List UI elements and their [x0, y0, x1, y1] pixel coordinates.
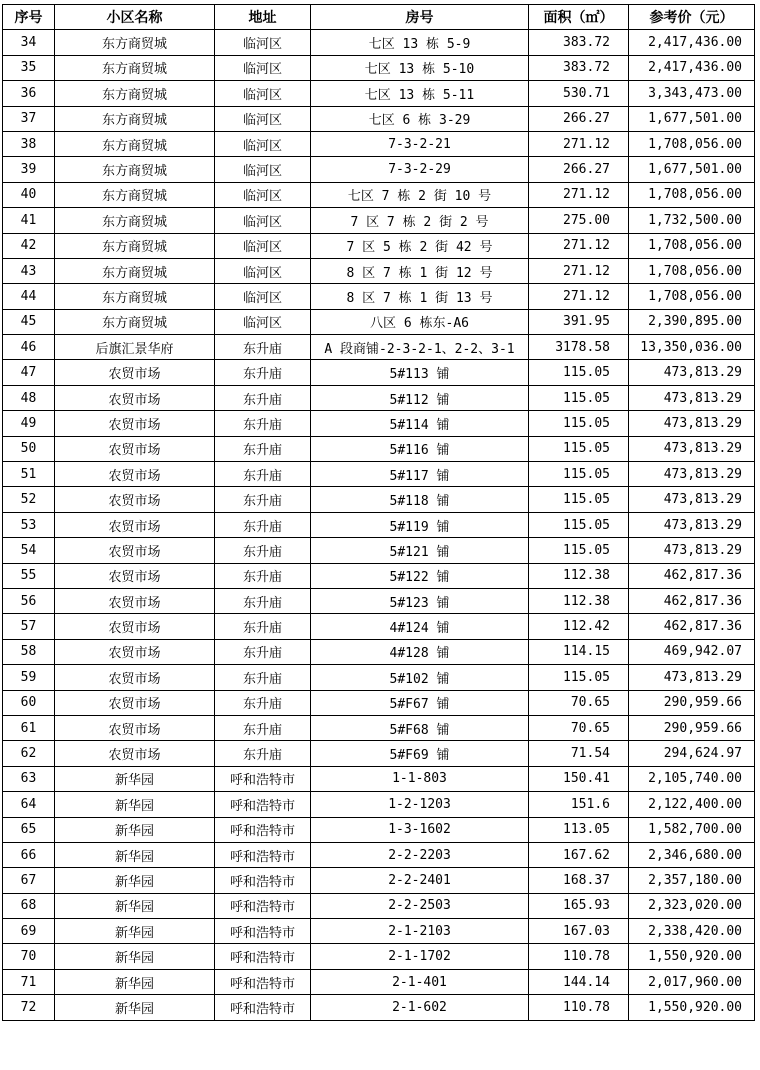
community-name: 东方商贸城 — [55, 81, 215, 106]
row-index: 57 — [3, 614, 55, 639]
area-value: 114.15 — [529, 639, 629, 664]
area-value: 167.03 — [529, 919, 629, 944]
room-number: 5#113 铺 — [311, 360, 529, 385]
community-name: 新华园 — [55, 868, 215, 893]
community-name: 新华园 — [55, 944, 215, 969]
property-table — [2, 4, 755, 1021]
row-index: 50 — [3, 436, 55, 461]
area-value: 115.05 — [529, 462, 629, 487]
room-number: 7-3-2-21 — [311, 131, 529, 156]
table-row — [3, 690, 755, 715]
address: 东升庙 — [215, 588, 311, 613]
reference-price: 1,550,920.00 — [629, 944, 755, 969]
address: 东升庙 — [215, 411, 311, 436]
row-index: 39 — [3, 157, 55, 182]
community-name: 东方商贸城 — [55, 30, 215, 55]
area-value: 271.12 — [529, 258, 629, 283]
row-index: 40 — [3, 182, 55, 207]
row-index: 47 — [3, 360, 55, 385]
room-number: 七区 13 栋 5-11 — [311, 81, 529, 106]
area-value: 168.37 — [529, 868, 629, 893]
row-index: 62 — [3, 741, 55, 766]
community-name: 新华园 — [55, 842, 215, 867]
room-number: 8 区 7 栋 1 街 13 号 — [311, 284, 529, 309]
address: 呼和浩特市 — [215, 868, 311, 893]
reference-price: 3,343,473.00 — [629, 81, 755, 106]
community-name: 农贸市场 — [55, 614, 215, 639]
room-number: 5#116 铺 — [311, 436, 529, 461]
reference-price: 462,817.36 — [629, 563, 755, 588]
community-name: 农贸市场 — [55, 512, 215, 537]
table-row — [3, 665, 755, 690]
table-row — [3, 335, 755, 360]
reference-price: 2,323,020.00 — [629, 893, 755, 918]
row-index: 42 — [3, 233, 55, 258]
area-value: 115.05 — [529, 411, 629, 436]
address: 东升庙 — [215, 665, 311, 690]
area-value: 275.00 — [529, 208, 629, 233]
address: 东升庙 — [215, 385, 311, 410]
address: 呼和浩特市 — [215, 893, 311, 918]
reference-price: 2,417,436.00 — [629, 30, 755, 55]
area-value: 3178.58 — [529, 335, 629, 360]
address: 东升庙 — [215, 614, 311, 639]
table-row — [3, 131, 755, 156]
room-number: 5#119 铺 — [311, 512, 529, 537]
table-row — [3, 284, 755, 309]
address: 临河区 — [215, 233, 311, 258]
table-body — [3, 30, 755, 1020]
reference-price: 2,338,420.00 — [629, 919, 755, 944]
row-index: 44 — [3, 284, 55, 309]
table-row — [3, 614, 755, 639]
area-value: 150.41 — [529, 766, 629, 791]
reference-price: 2,105,740.00 — [629, 766, 755, 791]
row-index: 58 — [3, 639, 55, 664]
reference-price: 290,959.66 — [629, 690, 755, 715]
area-value: 70.65 — [529, 690, 629, 715]
row-index: 53 — [3, 512, 55, 537]
room-number: 5#114 铺 — [311, 411, 529, 436]
address: 东升庙 — [215, 563, 311, 588]
address: 临河区 — [215, 258, 311, 283]
address: 东升庙 — [215, 741, 311, 766]
area-value: 167.62 — [529, 842, 629, 867]
table-row — [3, 538, 755, 563]
room-number: 七区 7 栋 2 街 10 号 — [311, 182, 529, 207]
table-row — [3, 893, 755, 918]
room-number: 5#112 铺 — [311, 385, 529, 410]
room-number: 8 区 7 栋 1 街 12 号 — [311, 258, 529, 283]
area-value: 70.65 — [529, 715, 629, 740]
row-index: 52 — [3, 487, 55, 512]
row-index: 64 — [3, 792, 55, 817]
reference-price: 1,708,056.00 — [629, 284, 755, 309]
room-number: 5#118 铺 — [311, 487, 529, 512]
area-value: 391.95 — [529, 309, 629, 334]
row-index: 70 — [3, 944, 55, 969]
room-number: 2-2-2401 — [311, 868, 529, 893]
room-number: 2-2-2503 — [311, 893, 529, 918]
table-row — [3, 385, 755, 410]
room-number: 4#128 铺 — [311, 639, 529, 664]
community-name: 东方商贸城 — [55, 106, 215, 131]
row-index: 69 — [3, 919, 55, 944]
area-value: 271.12 — [529, 284, 629, 309]
row-index: 71 — [3, 969, 55, 994]
reference-price: 473,813.29 — [629, 360, 755, 385]
room-number: 2-2-2203 — [311, 842, 529, 867]
room-number: 2-1-401 — [311, 969, 529, 994]
row-index: 54 — [3, 538, 55, 563]
address: 东升庙 — [215, 462, 311, 487]
reference-price: 294,624.97 — [629, 741, 755, 766]
area-value: 165.93 — [529, 893, 629, 918]
row-index: 68 — [3, 893, 55, 918]
community-name: 新华园 — [55, 995, 215, 1020]
room-number: 5#121 铺 — [311, 538, 529, 563]
row-index: 60 — [3, 690, 55, 715]
row-index: 59 — [3, 665, 55, 690]
address: 东升庙 — [215, 360, 311, 385]
room-number: 7 区 5 栋 2 街 42 号 — [311, 233, 529, 258]
table-row — [3, 817, 755, 842]
table-row — [3, 995, 755, 1020]
address: 呼和浩特市 — [215, 842, 311, 867]
address: 东升庙 — [215, 487, 311, 512]
area-value: 271.12 — [529, 182, 629, 207]
area-value: 383.72 — [529, 30, 629, 55]
row-index: 41 — [3, 208, 55, 233]
room-number: 5#117 铺 — [311, 462, 529, 487]
table-row — [3, 741, 755, 766]
table-row — [3, 106, 755, 131]
table-row — [3, 588, 755, 613]
address: 呼和浩特市 — [215, 792, 311, 817]
header-row — [3, 5, 755, 30]
address: 东升庙 — [215, 538, 311, 563]
community-name: 东方商贸城 — [55, 157, 215, 182]
room-number: 5#F68 铺 — [311, 715, 529, 740]
address: 呼和浩特市 — [215, 944, 311, 969]
header-community: 小区名称 — [55, 5, 215, 30]
table-row — [3, 944, 755, 969]
room-number: 7 区 7 栋 2 街 2 号 — [311, 208, 529, 233]
row-index: 34 — [3, 30, 55, 55]
header-area: 面积（㎡） — [529, 5, 629, 30]
reference-price: 1,708,056.00 — [629, 131, 755, 156]
reference-price: 1,550,920.00 — [629, 995, 755, 1020]
community-name: 新华园 — [55, 919, 215, 944]
area-value: 530.71 — [529, 81, 629, 106]
reference-price: 473,813.29 — [629, 512, 755, 537]
community-name: 农贸市场 — [55, 639, 215, 664]
table-row — [3, 639, 755, 664]
room-number: 2-1-1702 — [311, 944, 529, 969]
address: 临河区 — [215, 131, 311, 156]
community-name: 东方商贸城 — [55, 233, 215, 258]
row-index: 46 — [3, 335, 55, 360]
address: 临河区 — [215, 182, 311, 207]
room-number: 七区 13 栋 5-9 — [311, 30, 529, 55]
area-value: 112.38 — [529, 588, 629, 613]
table-row — [3, 715, 755, 740]
community-name: 新华园 — [55, 817, 215, 842]
address: 东升庙 — [215, 690, 311, 715]
address: 东升庙 — [215, 335, 311, 360]
row-index: 61 — [3, 715, 55, 740]
area-value: 383.72 — [529, 55, 629, 80]
community-name: 农贸市场 — [55, 462, 215, 487]
row-index: 49 — [3, 411, 55, 436]
row-index: 72 — [3, 995, 55, 1020]
address: 临河区 — [215, 309, 311, 334]
address: 呼和浩特市 — [215, 817, 311, 842]
reference-price: 13,350,036.00 — [629, 335, 755, 360]
community-name: 农贸市场 — [55, 690, 215, 715]
address: 东升庙 — [215, 512, 311, 537]
community-name: 新华园 — [55, 766, 215, 791]
room-number: 4#124 铺 — [311, 614, 529, 639]
table-row — [3, 157, 755, 182]
area-value: 144.14 — [529, 969, 629, 994]
table-row — [3, 233, 755, 258]
table-row — [3, 258, 755, 283]
row-index: 43 — [3, 258, 55, 283]
area-value: 115.05 — [529, 436, 629, 461]
table-row — [3, 360, 755, 385]
address: 东升庙 — [215, 436, 311, 461]
area-value: 115.05 — [529, 487, 629, 512]
header-idx: 序号 — [3, 5, 55, 30]
table-row — [3, 411, 755, 436]
reference-price: 1,708,056.00 — [629, 233, 755, 258]
table-header — [3, 5, 755, 30]
community-name: 东方商贸城 — [55, 284, 215, 309]
reference-price: 462,817.36 — [629, 614, 755, 639]
community-name: 农贸市场 — [55, 385, 215, 410]
area-value: 113.05 — [529, 817, 629, 842]
room-number: 2-1-602 — [311, 995, 529, 1020]
area-value: 115.05 — [529, 512, 629, 537]
area-value: 115.05 — [529, 665, 629, 690]
room-number: 1-1-803 — [311, 766, 529, 791]
reference-price: 462,817.36 — [629, 588, 755, 613]
table-row — [3, 436, 755, 461]
reference-price: 473,813.29 — [629, 436, 755, 461]
reference-price: 469,942.07 — [629, 639, 755, 664]
community-name: 东方商贸城 — [55, 309, 215, 334]
community-name: 农贸市场 — [55, 563, 215, 588]
row-index: 45 — [3, 309, 55, 334]
community-name: 新华园 — [55, 969, 215, 994]
row-index: 65 — [3, 817, 55, 842]
table-row — [3, 969, 755, 994]
table-row — [3, 309, 755, 334]
header-price: 参考价（元） — [629, 5, 755, 30]
reference-price: 473,813.29 — [629, 487, 755, 512]
table-row — [3, 868, 755, 893]
table-row — [3, 55, 755, 80]
area-value: 266.27 — [529, 106, 629, 131]
community-name: 东方商贸城 — [55, 258, 215, 283]
address: 临河区 — [215, 30, 311, 55]
room-number: 1-3-1602 — [311, 817, 529, 842]
area-value: 266.27 — [529, 157, 629, 182]
area-value: 115.05 — [529, 538, 629, 563]
area-value: 71.54 — [529, 741, 629, 766]
row-index: 55 — [3, 563, 55, 588]
table-row — [3, 208, 755, 233]
room-number: A 段商铺-2-3-2-1、2-2、3-1 — [311, 335, 529, 360]
header-address: 地址 — [215, 5, 311, 30]
address: 临河区 — [215, 81, 311, 106]
area-value: 115.05 — [529, 385, 629, 410]
community-name: 东方商贸城 — [55, 208, 215, 233]
community-name: 新华园 — [55, 792, 215, 817]
table-row — [3, 81, 755, 106]
reference-price: 2,122,400.00 — [629, 792, 755, 817]
reference-price: 473,813.29 — [629, 385, 755, 410]
room-number: 八区 6 栋东-A6 — [311, 309, 529, 334]
area-value: 271.12 — [529, 233, 629, 258]
community-name: 农贸市场 — [55, 665, 215, 690]
community-name: 东方商贸城 — [55, 182, 215, 207]
community-name: 农贸市场 — [55, 411, 215, 436]
community-name: 农贸市场 — [55, 588, 215, 613]
table-row — [3, 792, 755, 817]
area-value: 110.78 — [529, 995, 629, 1020]
community-name: 农贸市场 — [55, 487, 215, 512]
row-index: 56 — [3, 588, 55, 613]
address: 临河区 — [215, 208, 311, 233]
room-number: 七区 13 栋 5-10 — [311, 55, 529, 80]
address: 呼和浩特市 — [215, 919, 311, 944]
table-row — [3, 919, 755, 944]
reference-price: 473,813.29 — [629, 665, 755, 690]
community-name: 农贸市场 — [55, 360, 215, 385]
reference-price: 2,346,680.00 — [629, 842, 755, 867]
reference-price: 473,813.29 — [629, 411, 755, 436]
reference-price: 2,390,895.00 — [629, 309, 755, 334]
reference-price: 2,017,960.00 — [629, 969, 755, 994]
room-number: 5#F69 铺 — [311, 741, 529, 766]
reference-price: 2,417,436.00 — [629, 55, 755, 80]
table-row — [3, 487, 755, 512]
row-index: 36 — [3, 81, 55, 106]
address: 临河区 — [215, 157, 311, 182]
community-name: 农贸市场 — [55, 436, 215, 461]
table-row — [3, 512, 755, 537]
table-row — [3, 182, 755, 207]
reference-price: 1,677,501.00 — [629, 157, 755, 182]
community-name: 农贸市场 — [55, 741, 215, 766]
table-row — [3, 842, 755, 867]
reference-price: 1,582,700.00 — [629, 817, 755, 842]
community-name: 后旗汇景华府 — [55, 335, 215, 360]
row-index: 51 — [3, 462, 55, 487]
address: 东升庙 — [215, 715, 311, 740]
row-index: 35 — [3, 55, 55, 80]
community-name: 东方商贸城 — [55, 55, 215, 80]
table-row — [3, 30, 755, 55]
room-number: 5#122 铺 — [311, 563, 529, 588]
address: 呼和浩特市 — [215, 995, 311, 1020]
reference-price: 2,357,180.00 — [629, 868, 755, 893]
address: 呼和浩特市 — [215, 969, 311, 994]
header-room: 房号 — [311, 5, 529, 30]
reference-price: 290,959.66 — [629, 715, 755, 740]
community-name: 东方商贸城 — [55, 131, 215, 156]
row-index: 37 — [3, 106, 55, 131]
table-row — [3, 766, 755, 791]
room-number: 2-1-2103 — [311, 919, 529, 944]
room-number: 7-3-2-29 — [311, 157, 529, 182]
area-value: 115.05 — [529, 360, 629, 385]
row-index: 67 — [3, 868, 55, 893]
room-number: 5#123 铺 — [311, 588, 529, 613]
reference-price: 473,813.29 — [629, 538, 755, 563]
address: 临河区 — [215, 284, 311, 309]
reference-price: 1,708,056.00 — [629, 258, 755, 283]
area-value: 110.78 — [529, 944, 629, 969]
reference-price: 473,813.29 — [629, 462, 755, 487]
row-index: 48 — [3, 385, 55, 410]
table-row — [3, 563, 755, 588]
area-value: 151.6 — [529, 792, 629, 817]
row-index: 38 — [3, 131, 55, 156]
community-name: 新华园 — [55, 893, 215, 918]
reference-price: 1,732,500.00 — [629, 208, 755, 233]
row-index: 63 — [3, 766, 55, 791]
reference-price: 1,677,501.00 — [629, 106, 755, 131]
area-value: 271.12 — [529, 131, 629, 156]
area-value: 112.38 — [529, 563, 629, 588]
address: 临河区 — [215, 55, 311, 80]
room-number: 七区 6 栋 3-29 — [311, 106, 529, 131]
room-number: 5#102 铺 — [311, 665, 529, 690]
room-number: 1-2-1203 — [311, 792, 529, 817]
table-row — [3, 462, 755, 487]
address: 临河区 — [215, 106, 311, 131]
area-value: 112.42 — [529, 614, 629, 639]
community-name: 农贸市场 — [55, 538, 215, 563]
community-name: 农贸市场 — [55, 715, 215, 740]
address: 东升庙 — [215, 639, 311, 664]
reference-price: 1,708,056.00 — [629, 182, 755, 207]
row-index: 66 — [3, 842, 55, 867]
room-number: 5#F67 铺 — [311, 690, 529, 715]
address: 呼和浩特市 — [215, 766, 311, 791]
